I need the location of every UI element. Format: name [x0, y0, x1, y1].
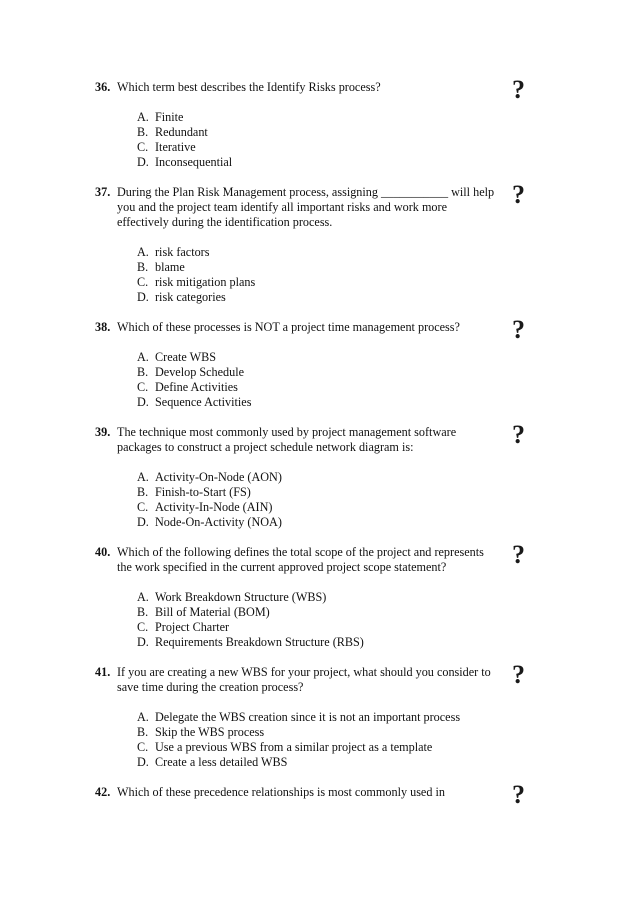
answer-option: [137, 290, 255, 305]
question-number: 42.: [95, 785, 111, 799]
option-letter: D.: [137, 635, 149, 649]
option-letter: D.: [137, 515, 149, 529]
option-letter: C.: [137, 620, 149, 634]
option-letter: B.: [137, 125, 149, 139]
option-text: Create a less detailed WBS: [155, 755, 288, 769]
answer-options: [137, 110, 232, 170]
option-text: Finish-to-Start (FS): [155, 485, 251, 499]
option-letter: C.: [137, 500, 149, 514]
question-mark-icon: ?: [512, 75, 525, 104]
question-mark-icon: ?: [512, 780, 525, 809]
answer-option: [137, 350, 251, 365]
answer-option: [137, 140, 232, 155]
option-text: Requirements Breakdown Structure (RBS): [155, 635, 364, 649]
question-number: 40.: [95, 545, 111, 559]
option-text: Redundant: [155, 125, 208, 139]
answer-option: [137, 635, 364, 650]
option-text: Node-On-Activity (NOA): [155, 515, 282, 529]
option-text: Activity-On-Node (AON): [155, 470, 282, 484]
question-mark-icon: ?: [512, 180, 525, 209]
option-text: Delegate the WBS creation since it is not an important process: [155, 710, 461, 724]
option-letter: D.: [137, 290, 149, 304]
question-text: Which term best describes the Identify Risks process?: [117, 80, 381, 94]
answer-option: [137, 365, 251, 380]
answer-option: [137, 500, 282, 515]
option-text: risk categories: [155, 290, 226, 304]
option-letter: B.: [137, 260, 149, 274]
option-text: Bill of Material (BOM): [155, 605, 270, 619]
option-letter: C.: [137, 380, 149, 394]
question-mark-icon: ?: [512, 315, 525, 344]
option-letter: C.: [137, 140, 149, 154]
question-text: Which of these processes is NOT a project time management process?: [117, 320, 460, 334]
option-letter: A.: [137, 590, 149, 604]
answer-option: [137, 380, 251, 395]
question-text: If you are creating a new WBS for your project, what should you consider to save time during the creation process?: [117, 665, 491, 694]
option-letter: D.: [137, 395, 149, 409]
answer-option: [137, 260, 255, 275]
question-text: During the Plan Risk Management process, assigning ___________ will help you and the project team identify all important risks and work more effectively during the identification process.: [117, 185, 495, 229]
answer-option: [137, 395, 251, 410]
question-text: The technique most commonly used by project management software packages to construct a project schedule network diagram is:: [117, 425, 457, 454]
answer-options: [137, 590, 364, 650]
question-number: 38.: [95, 320, 111, 334]
answer-option: [137, 155, 232, 170]
option-letter: A.: [137, 710, 149, 724]
option-text: Iterative: [155, 140, 196, 154]
option-text: Sequence Activities: [155, 395, 252, 409]
option-letter: A.: [137, 110, 149, 124]
answer-options: [137, 350, 251, 410]
question-text: Which of the following defines the total scope of the project and represents the work specified in the current approved project scope statement?: [117, 545, 484, 574]
option-text: Inconsequential: [155, 155, 233, 169]
answer-option: [137, 515, 282, 530]
question-number: 41.: [95, 665, 111, 679]
answer-option: [137, 110, 232, 125]
option-letter: A.: [137, 470, 149, 484]
option-letter: B.: [137, 605, 149, 619]
answer-option: [137, 710, 460, 725]
option-text: risk factors: [155, 245, 210, 259]
option-text: Develop Schedule: [155, 365, 245, 379]
option-text: risk mitigation plans: [155, 275, 256, 289]
answer-options: [137, 245, 255, 305]
answer-option: [137, 245, 255, 260]
option-text: Work Breakdown Structure (WBS): [155, 590, 327, 604]
answer-option: [137, 620, 364, 635]
question-mark-icon: ?: [512, 420, 525, 449]
answer-option: [137, 275, 255, 290]
option-letter: B.: [137, 725, 149, 739]
option-letter: B.: [137, 365, 149, 379]
question-mark-icon: ?: [512, 540, 525, 569]
answer-option: [137, 755, 460, 770]
option-text: blame: [155, 260, 185, 274]
option-text: Define Activities: [155, 380, 238, 394]
option-text: Project Charter: [155, 620, 230, 634]
question-mark-icon: ?: [512, 660, 525, 689]
answer-option: [137, 740, 460, 755]
question-number: 37.: [95, 185, 111, 199]
answer-options: [137, 710, 460, 770]
answer-option: [137, 485, 282, 500]
option-letter: C.: [137, 740, 149, 754]
answer-option: [137, 470, 282, 485]
answer-option: [137, 125, 232, 140]
answer-option: [137, 605, 364, 620]
option-letter: D.: [137, 155, 149, 169]
question-text: Which of these precedence relationships is most commonly used in: [117, 785, 445, 799]
option-text: Use a previous WBS from a similar project as a template: [155, 740, 433, 754]
question-number: 39.: [95, 425, 111, 439]
option-letter: C.: [137, 275, 149, 289]
option-text: Create WBS: [155, 350, 217, 364]
option-letter: D.: [137, 755, 149, 769]
option-letter: B.: [137, 485, 149, 499]
answer-options: [137, 470, 282, 530]
question-number: 36.: [95, 80, 111, 94]
option-letter: A.: [137, 245, 149, 259]
option-letter: A.: [137, 350, 149, 364]
option-text: Activity-In-Node (AIN): [155, 500, 273, 514]
option-text: Skip the WBS process: [155, 725, 265, 739]
option-text: Finite: [155, 110, 184, 124]
answer-option: [137, 725, 460, 740]
answer-option: [137, 590, 364, 605]
